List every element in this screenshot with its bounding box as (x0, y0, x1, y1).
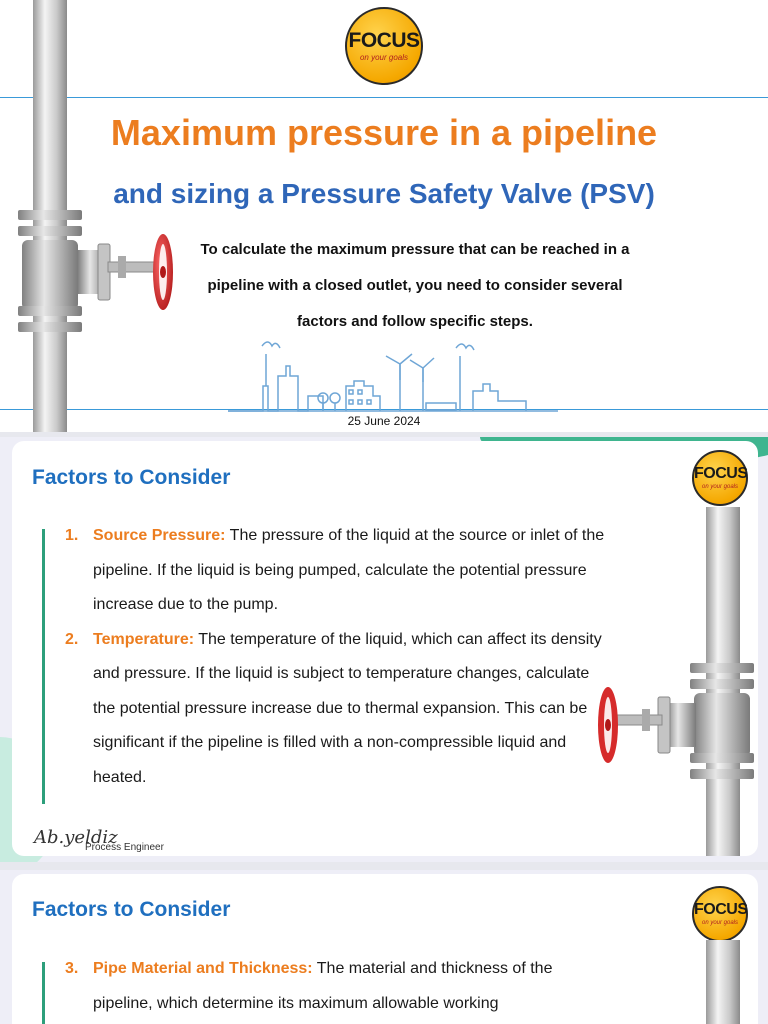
date-label: 25 June 2024 (347, 414, 421, 428)
logo-text: FOCUS (348, 29, 420, 52)
item-text: The pressure of the liquid at the source or inlet of the pipeline. If the liquid is being pumped, calculate the potential pressure increase due to the pump. (93, 527, 605, 613)
list-item (52, 952, 607, 1021)
item-number: 1. (65, 527, 79, 544)
item-term: Pipe Material and Thickness: (93, 960, 313, 977)
logo-tagline: on your goals (359, 53, 409, 62)
author-role: Process Engineer (85, 842, 164, 853)
item-text: The temperature of the liquid, which can affect its density and pressure. If the liquid is subject to temperature changes, calculate the potential pressure increase due to thermal expansion. This can be significant if the pipeline is filled with a non-compressible liquid and heated. (93, 630, 602, 786)
factor-list (52, 519, 607, 795)
pipe-valve-illustration (0, 0, 200, 432)
factors-slide-2 (0, 870, 768, 1024)
slide-title: Maximum pressure in a pipeline (110, 112, 658, 153)
intro-text: To calculate the maximum pressure that can be reached in a pipeline with a closed outlet, you need to consider several factors and follow specific steps. (200, 241, 630, 330)
factors-slide-1 (0, 437, 768, 862)
pipe-valve-illustration (592, 507, 758, 856)
section-heading: Factors to Consider (32, 466, 231, 489)
focus-logo (692, 450, 748, 506)
focus-logo (345, 7, 423, 85)
skyline-illustration (228, 336, 558, 416)
focus-logo (692, 886, 748, 942)
slide-card (12, 874, 758, 1024)
accent-bar (42, 529, 45, 804)
item-term: Source Pressure: (93, 527, 226, 544)
item-term: Temperature: (93, 630, 195, 648)
logo-tagline: on your goals (701, 920, 739, 926)
pipe-illustration (706, 940, 746, 1024)
logo-text: FOCUS (694, 465, 748, 482)
section-heading: Factors to Consider (32, 898, 231, 921)
list-item (52, 519, 607, 623)
logo-tagline: on your goals (701, 484, 739, 490)
slide-subtitle: and sizing a Pressure Safety Valve (PSV) (113, 178, 655, 209)
factor-list (52, 952, 607, 1021)
item-number: 3. (65, 960, 79, 977)
title-slide (0, 0, 768, 432)
accent-bar (42, 962, 45, 1024)
slide-card (12, 441, 758, 856)
logo-text: FOCUS (694, 901, 748, 918)
list-item (52, 623, 607, 796)
item-number: 2. (65, 630, 79, 648)
item-text: The material and thickness of the pipeline, which determine its maximum allowable working (93, 960, 553, 1012)
author-signature: Ab.yeldiz (34, 827, 118, 848)
